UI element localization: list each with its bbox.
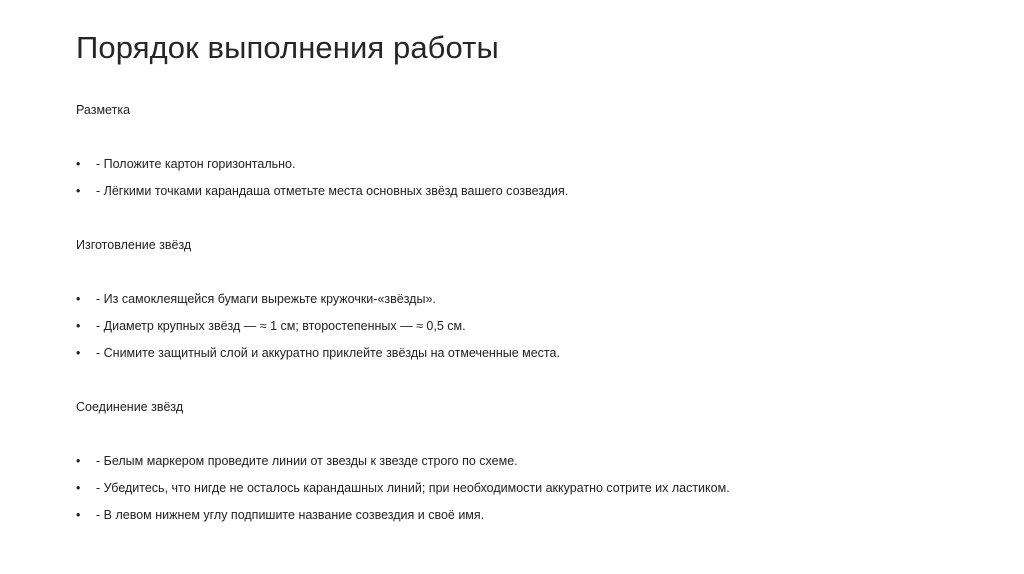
list-item	[76, 346, 560, 360]
bullet-marker: •	[76, 508, 81, 522]
list-item-text: - Положите картон горизонтально.	[96, 157, 296, 171]
list-item	[76, 319, 466, 333]
list-item	[76, 481, 730, 495]
list-item	[76, 454, 518, 468]
bullet-marker: •	[76, 319, 81, 333]
list-item-text: - Убедитесь, что нигде не осталось карандашных линий; при необходимости аккуратно сотрите их ластиком.	[96, 481, 730, 495]
bullet-marker: •	[76, 346, 81, 360]
list-item	[76, 508, 484, 522]
bullet-marker: •	[76, 454, 81, 468]
section-heading-connecting-stars: Соединение звёзд	[76, 400, 184, 414]
list-item-text: - Из самоклеящейся бумаги вырежьте кружочки-«звёзды».	[96, 292, 436, 306]
list-item	[76, 157, 295, 171]
bullet-marker: •	[76, 292, 81, 306]
list-item	[76, 292, 436, 306]
slide-title: Порядок выполнения работы	[76, 30, 499, 65]
section-heading-making-stars: Изготовление звёзд	[76, 238, 192, 252]
list-item-text: - Снимите защитный слой и аккуратно приклейте звёзды на отмеченные места.	[96, 346, 560, 360]
bullet-marker: •	[76, 157, 81, 171]
list-item-text: - Диаметр крупных звёзд — ≈ 1 см; второстепенных — ≈ 0,5 см.	[96, 319, 466, 333]
list-item-text: - Белым маркером проведите линии от звезды к звезде строго по схеме.	[96, 454, 518, 468]
list-item-text: - Лёгкими точками карандаша отметьте места основных звёзд вашего созвездия.	[96, 184, 569, 198]
list-item	[76, 184, 568, 198]
bullet-marker: •	[76, 481, 81, 495]
list-item-text: - В левом нижнем углу подпишите название созвездия и своё имя.	[96, 508, 485, 522]
bullet-marker: •	[76, 184, 81, 198]
section-heading-marking: Разметка	[76, 103, 131, 117]
